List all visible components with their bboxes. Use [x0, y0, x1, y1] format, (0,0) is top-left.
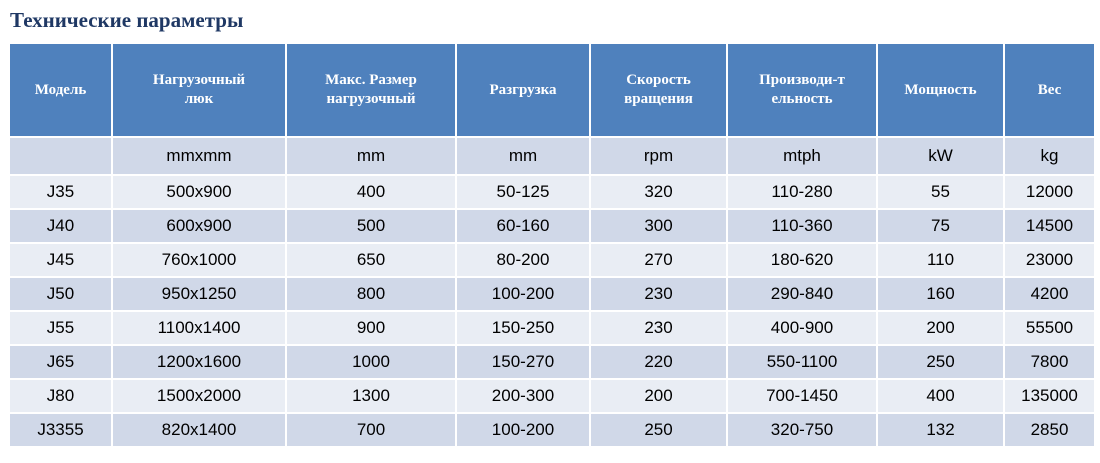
cell-power: 55	[877, 175, 1004, 209]
cell-max-size: 900	[286, 311, 456, 345]
units-row	[9, 137, 1095, 175]
table-row	[9, 345, 1095, 379]
cell-discharge: 150-270	[456, 345, 590, 379]
header-row	[9, 43, 1095, 137]
cell-capacity: 290-840	[727, 277, 877, 311]
specs-table	[8, 42, 1096, 448]
cell-hatch: 1100x1400	[112, 311, 286, 345]
cell-power: 200	[877, 311, 1004, 345]
cell-max-size: 1000	[286, 345, 456, 379]
header-speed: Скорость вращения	[590, 43, 727, 137]
header-power: Мощность	[877, 43, 1004, 137]
cell-speed: 230	[590, 277, 727, 311]
cell-max-size: 500	[286, 209, 456, 243]
cell-weight: 12000	[1004, 175, 1095, 209]
table-row	[9, 209, 1095, 243]
cell-weight: 55500	[1004, 311, 1095, 345]
cell-discharge: 100-200	[456, 277, 590, 311]
unit-cell: kg	[1004, 137, 1095, 175]
cell-hatch: 1200x1600	[112, 345, 286, 379]
unit-cell: rpm	[590, 137, 727, 175]
cell-speed: 270	[590, 243, 727, 277]
cell-speed: 250	[590, 413, 727, 447]
cell-capacity: 400-900	[727, 311, 877, 345]
cell-capacity: 180-620	[727, 243, 877, 277]
cell-capacity: 320-750	[727, 413, 877, 447]
table-row	[9, 175, 1095, 209]
cell-power: 400	[877, 379, 1004, 413]
cell-capacity: 110-280	[727, 175, 877, 209]
unit-cell: kW	[877, 137, 1004, 175]
cell-speed: 220	[590, 345, 727, 379]
cell-model: J55	[9, 311, 112, 345]
cell-capacity: 700-1450	[727, 379, 877, 413]
header-capacity: Производи-тельность	[727, 43, 877, 137]
table-row	[9, 379, 1095, 413]
table-row	[9, 277, 1095, 311]
cell-power: 75	[877, 209, 1004, 243]
cell-discharge: 50-125	[456, 175, 590, 209]
cell-model: J80	[9, 379, 112, 413]
table-row	[9, 311, 1095, 345]
cell-power: 110	[877, 243, 1004, 277]
table-body	[9, 137, 1095, 447]
cell-power: 250	[877, 345, 1004, 379]
cell-max-size: 650	[286, 243, 456, 277]
cell-model: J3355	[9, 413, 112, 447]
cell-discharge: 100-200	[456, 413, 590, 447]
cell-hatch: 760x1000	[112, 243, 286, 277]
cell-max-size: 400	[286, 175, 456, 209]
cell-power: 160	[877, 277, 1004, 311]
page-title: Технические параметры	[10, 8, 244, 32]
cell-model: J50	[9, 277, 112, 311]
cell-speed: 300	[590, 209, 727, 243]
cell-discharge: 80-200	[456, 243, 590, 277]
cell-speed: 320	[590, 175, 727, 209]
cell-hatch: 600x900	[112, 209, 286, 243]
cell-weight: 23000	[1004, 243, 1095, 277]
unit-cell: mm	[456, 137, 590, 175]
cell-capacity: 550-1100	[727, 345, 877, 379]
cell-hatch: 820x1400	[112, 413, 286, 447]
cell-weight: 7800	[1004, 345, 1095, 379]
cell-weight: 135000	[1004, 379, 1095, 413]
header-max-size: Макс. Размер нагрузочный	[286, 43, 456, 137]
cell-discharge: 60-160	[456, 209, 590, 243]
cell-hatch: 500x900	[112, 175, 286, 209]
unit-cell: mm	[286, 137, 456, 175]
cell-max-size: 1300	[286, 379, 456, 413]
cell-hatch: 950x1250	[112, 277, 286, 311]
cell-max-size: 700	[286, 413, 456, 447]
cell-capacity: 110-360	[727, 209, 877, 243]
header-discharge: Разгрузка	[456, 43, 590, 137]
cell-model: J35	[9, 175, 112, 209]
cell-model: J45	[9, 243, 112, 277]
cell-discharge: 200-300	[456, 379, 590, 413]
header-hatch: Нагрузочный люк	[112, 43, 286, 137]
unit-cell: mtph	[727, 137, 877, 175]
cell-model: J65	[9, 345, 112, 379]
cell-weight: 2850	[1004, 413, 1095, 447]
table-row	[9, 413, 1095, 447]
cell-speed: 200	[590, 379, 727, 413]
cell-hatch: 1500x2000	[112, 379, 286, 413]
cell-power: 132	[877, 413, 1004, 447]
table-row	[9, 243, 1095, 277]
cell-speed: 230	[590, 311, 727, 345]
header-weight: Вес	[1004, 43, 1095, 137]
table-header	[9, 43, 1095, 137]
unit-cell: mmxmm	[112, 137, 286, 175]
cell-max-size: 800	[286, 277, 456, 311]
unit-cell	[9, 137, 112, 175]
cell-weight: 14500	[1004, 209, 1095, 243]
cell-weight: 4200	[1004, 277, 1095, 311]
cell-discharge: 150-250	[456, 311, 590, 345]
cell-model: J40	[9, 209, 112, 243]
header-model: Модель	[9, 43, 112, 137]
